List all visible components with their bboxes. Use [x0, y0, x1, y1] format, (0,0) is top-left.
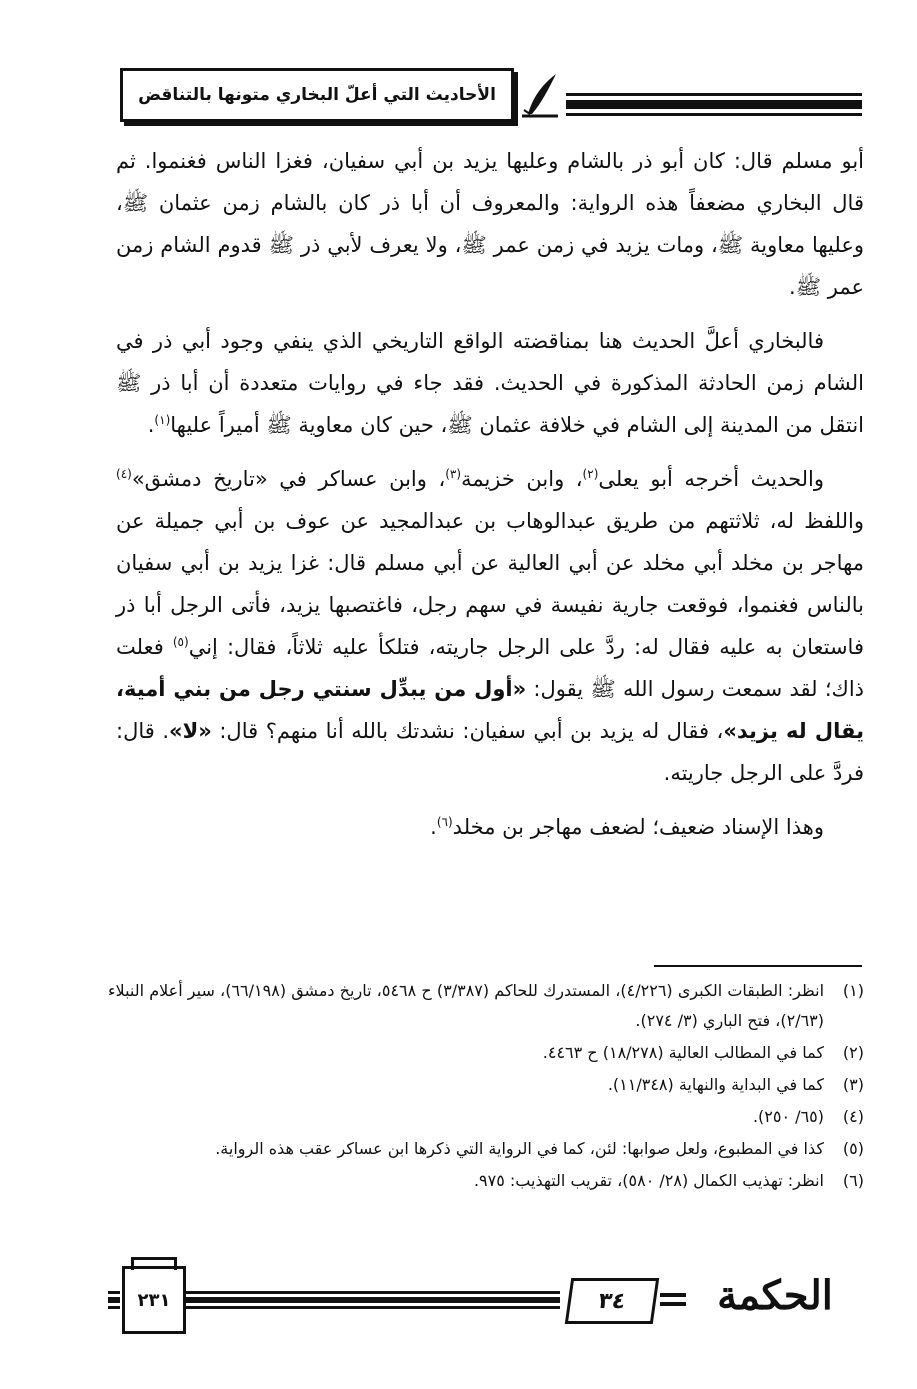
footnote-text: انظر: الطبقات الكبرى (٤/٢٢٦)، المستدرك للحاكم (٣/٣٨٧) ح ٥٤٦٨، تاريخ دمشق (٦٦/١٩٨)، سير أعلام النبلاء (٢/٦٣)، فتح الباري (٣/ ٢٧٤).: [108, 981, 825, 1030]
paragraph-2: [116, 320, 864, 446]
footnote-ref-3[interactable]: (٣): [445, 467, 462, 481]
footnote-text: (٦٥/ ٢٥٠).: [752, 1107, 824, 1126]
footnote-text: انظر: تهذيب الكمال (٢٨/ ٥٨٠)، تقريب التهذيب: ٩٧٥.: [473, 1171, 824, 1190]
footnote-number: (٢): [842, 1043, 864, 1062]
paragraph-3-text-e: فعلت ذاك؛ لقد سمعت رسول الله ﷺ يقول:: [116, 635, 865, 701]
paragraph-2-end: .: [147, 413, 155, 437]
footnote-ref-6[interactable]: (٦): [436, 815, 453, 829]
paragraph-3-text-f: ، فقال له يزيد بن أبي سفيان: نشدتك بالله أنا منهم؟ قال:: [211, 719, 724, 743]
footnote-item: [108, 1038, 864, 1068]
paragraph-4-text: وهذا الإسناد ضعيف؛ لضعف مهاجر بن مخلد: [452, 815, 824, 839]
paragraph-1-text: أبو مسلم قال: كان أبو ذر بالشام وعليها يزيد بن أبي سفيان، فغزا الناس فغنموا. ثم قال البخاري مضعفاً هذه الرواية: والمعروف أن أبا ذر كان بالشام زمن عثمان ﷺ، وعليها معاوية ﷺ، ومات يزيد في زمن عمر ﷺ، ولا يعرف لأبي ذر ﷺ قدوم الشام زمن عمر ﷺ.: [116, 149, 864, 299]
footnote-item: [108, 1166, 864, 1196]
footnote-number: (٥): [842, 1139, 864, 1158]
footnote-item: [108, 1102, 864, 1132]
footnote-item: [108, 1070, 864, 1100]
footer-rule-stub: [108, 1291, 120, 1309]
paragraph-3-text-d: واللفظ له، ثلاثتهم من طريق عبدالوهاب بن عبدالمجيد عن عوف بن أبي جميلة عن مهاجر بن مخلد أبي مخلد عن أبي العالية عن أبي مسلم قال: غزا يزيد بن أبي سفيان بالناس فغنموا، فوقعت جارية نفيسة في سهم رجل، فاغتصبها يزيد، فأتى الرجل أبا ذر فاستعان به عليه فقال له: ردَّ على الرجل جاريته، فتلكأ عليه ثلاثاً، فقال: إني: [116, 509, 864, 659]
header-rule: [566, 93, 862, 116]
paragraph-3-text-a: والحديث أخرجه أبو يعلى: [598, 467, 825, 491]
footnote-number: (٣): [842, 1075, 864, 1094]
paragraph-3-text-b: ، وابن خزيمة: [461, 467, 583, 491]
footnote-ref-2[interactable]: (٢): [582, 467, 599, 481]
footnote-text: كما في المطالب العالية (١٨/٢٧٨) ح ٤٤٦٣.: [542, 1043, 824, 1062]
footnote-number: (١): [842, 981, 864, 1000]
footer-rule-left: [186, 1291, 560, 1309]
footnote-number: (٤): [842, 1107, 864, 1126]
main-text: [116, 140, 864, 860]
footnotes: [108, 976, 864, 1198]
journal-logo: الحكمة: [717, 1272, 833, 1319]
footnote-number: (٦): [842, 1171, 864, 1190]
footer-equals-mark: [660, 1293, 686, 1311]
footnote-item: [108, 976, 864, 1036]
hadith-answer: «لا»: [169, 719, 212, 743]
running-header-title: الأحاديث التي أعلّ البخاري متونها بالتناقض: [120, 68, 514, 122]
paragraph-2-text: فالبخاري أعلَّ الحديث هنا بمناقضته الواقع التاريخي الذي ينفي وجود أبي ذر في الشام زمن الحادثة المذكورة في الحديث. فقد جاء في روايات متعددة أن أبا ذر ﷺ انتقل من المدينة إلى الشام في خلافة عثمان ﷺ، حين كان معاوية ﷺ أميراً عليها: [116, 329, 864, 437]
paragraph-4-end: .: [430, 815, 437, 839]
footnote-item: [108, 1134, 864, 1164]
issue-number: ٣٤: [565, 1278, 659, 1324]
footnote-ref-5[interactable]: (٥): [172, 635, 189, 649]
quill-pen-icon: [518, 70, 562, 120]
paragraph-3-text-g: . قال: فردَّ على الرجل جاريته.: [116, 719, 864, 785]
page-number: ٢٣١: [122, 1266, 186, 1334]
paragraph-4: [116, 806, 864, 848]
footnote-text: كما في البداية والنهاية (١١/٣٤٨).: [607, 1075, 824, 1094]
paragraph-3-text-c: ، وابن عساكر في «تاريخ دمشق»: [131, 467, 446, 491]
footnote-text: كذا في المطبوع، ولعل صوابها: لئن، كما في الرواية التي ذكرها ابن عساكر عقب هذه الرواية.: [215, 1139, 824, 1158]
footnote-separator: [654, 965, 862, 967]
footnote-ref-1[interactable]: (١): [154, 413, 171, 427]
hadith-quote: «أول من يبدِّل سنتي رجل من بني أمية، يقال له يزيد»: [116, 677, 864, 743]
paragraph-3: [116, 458, 864, 794]
footnote-ref-4[interactable]: (٤): [116, 467, 132, 481]
paragraph-1: [116, 140, 864, 308]
